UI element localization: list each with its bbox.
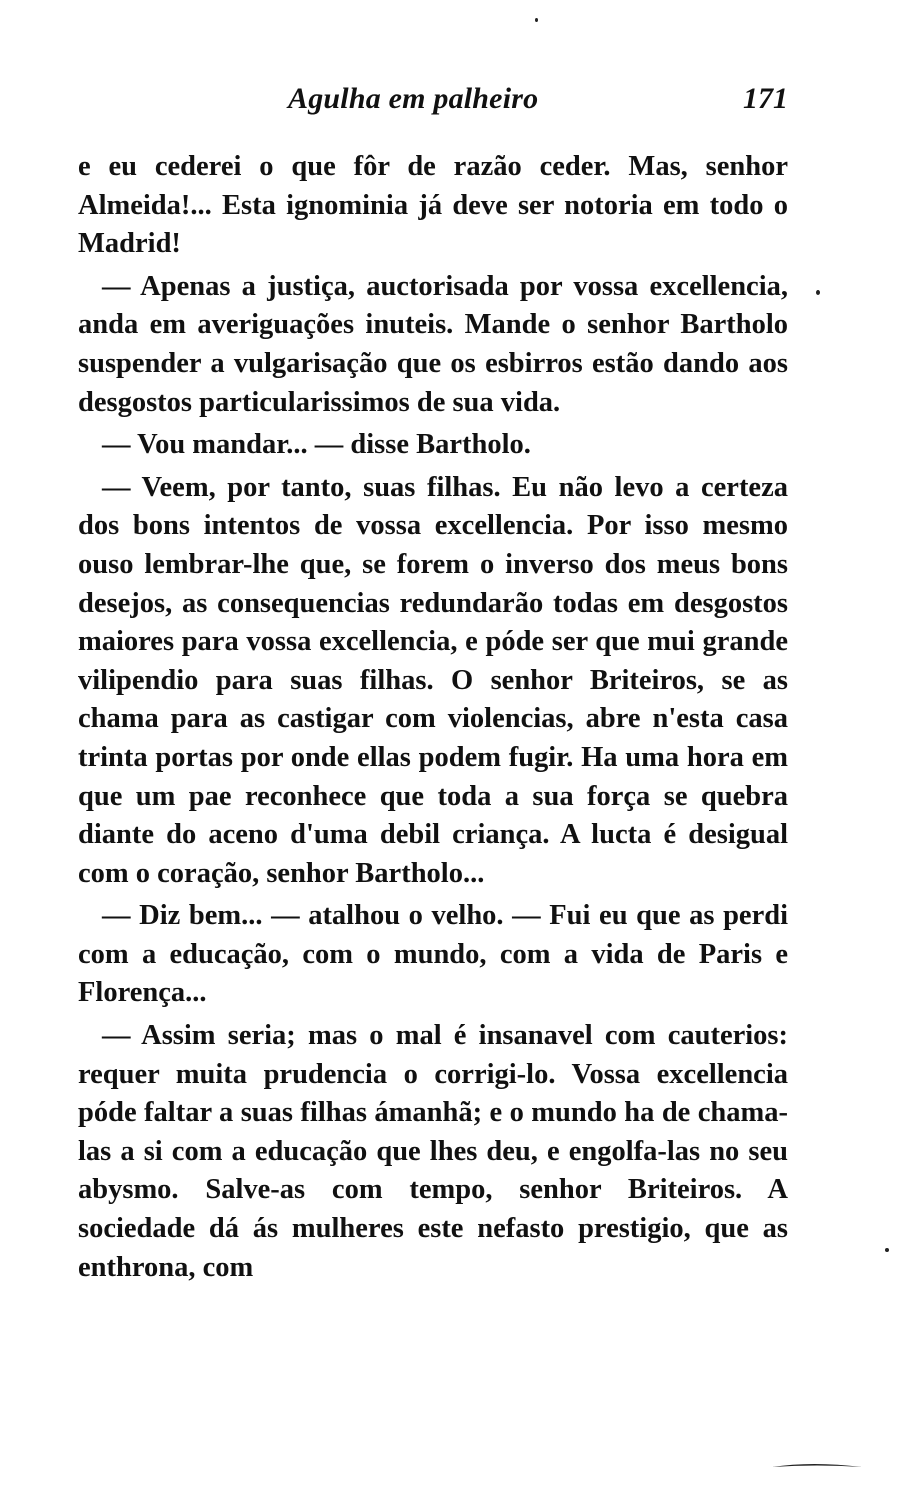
body-text bbox=[78, 148, 788, 1287]
page-number: 171 bbox=[743, 82, 788, 115]
paragraph: — Assim seria; mas o mal é insanavel com cauterios: requer muita prudencia o corrigi-lo. Vossa excellencia póde faltar a suas filhas ámanhã; e o mundo ha de chama-las a si com a educação que lhes deu, e engolfa-las no seu abysmo. Salve-as com tempo, senhor Briteiros. A sociedade dá ás mulheres este nefasto prestigio, que as enthrona, com bbox=[78, 1020, 788, 1283]
paragraph: — Apenas a justiça, auctorisada por vossa excellencia, anda em averiguações inuteis. Mande o senhor Bartholo suspender a vulgarisação que os esbirros estão dando aos desgostos particularissimos de sua vida. bbox=[78, 270, 788, 418]
paragraph: e eu cederei o que fôr de razão ceder. Mas, senhor Almeida!... Esta ignominia já deve ser notoria em todo o Madrid! bbox=[78, 151, 788, 260]
ornament-dash bbox=[772, 1461, 862, 1469]
running-title: Agulha em palheiro bbox=[288, 82, 539, 115]
paragraph: — Veem, por tanto, suas filhas. Eu não levo a certeza dos bons intentos de vossa excellencia. Por isso mesmo ouso lembrar-lhe que, se forem o inverso dos meus bons desejos, as consequencias redundarão todas em desgostos maiores para vossa excellencia, e póde ser que mui grande vilipendio para suas filhas. O senhor Briteiros, se as chama para as castigar com violencias, abre n'esta casa trinta portas por onde ellas podem fugir. Ha uma hora em que um pae reconhece que toda a sua força se quebra diante do aceno d'uma debil criança. A lucta é desigual com o coração, senhor Bartholo... bbox=[78, 471, 788, 889]
paragraph: — Diz bem... — atalhou o velho. — Fui eu que as perdi com a educação, com o mundo, com a vida de Paris e Florença... bbox=[78, 900, 788, 1009]
paragraph: — Vou mandar... — disse Bartholo. bbox=[102, 429, 531, 461]
print-speck bbox=[885, 1248, 889, 1252]
running-head bbox=[78, 82, 788, 122]
print-speck bbox=[816, 290, 820, 295]
print-speck bbox=[535, 18, 538, 22]
